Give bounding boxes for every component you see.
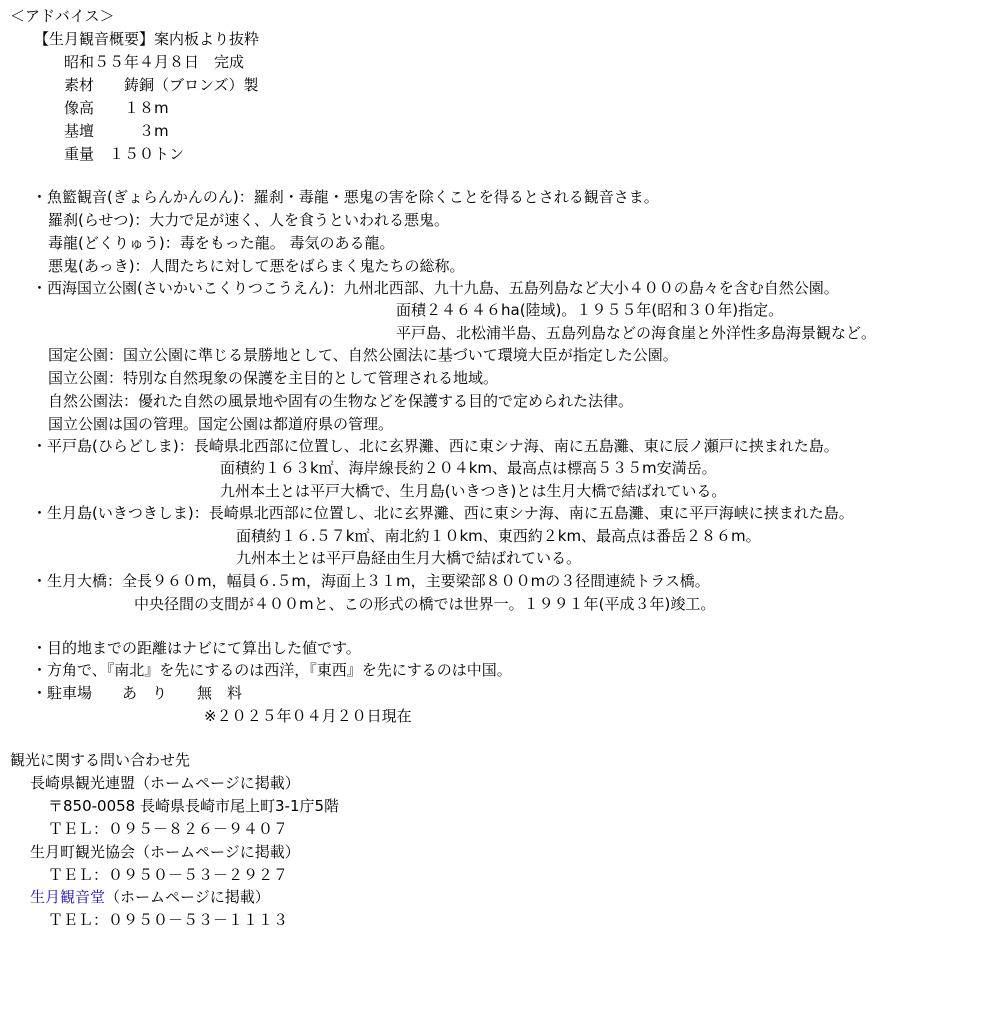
note-ikitsuki-area: 面積約１６.５７k㎡、南北約１０km、東西約２km、最高点は番岳２８６m。 (236, 527, 761, 545)
material-line: 素材 鋳銅（ブロンズ）製 (64, 76, 259, 94)
org3-row (30, 887, 270, 907)
info-parking: ・駐車場 あ り 無 料 (32, 684, 243, 702)
note-ikitsuki-bridge: 九州本土とは平戸島経由生月大橋で結ばれている。 (236, 549, 582, 567)
note-hirado-area: 面積約１６３k㎡、海岸線長約２０４km、最高点は標高５３５m安満岳。 (220, 459, 717, 477)
note-national-park: 国立公園：特別な自然現象の保護を主目的として管理される地域。 (48, 369, 499, 387)
note-akki: 悪鬼(あっき)：人間たちに対して悪をばらまく鬼たちの総称。 (48, 257, 465, 275)
info-as-of-date: ※２０２５年０４月２０日現在 (204, 707, 412, 725)
note-natural-parks-act: 自然公園法：優れた自然の風景地や固有の生物などを保護する目的で定められた法律。 (48, 392, 634, 410)
advice-heading: ＜アドバイス＞ (10, 7, 115, 25)
org3-tel: ＴＥＬ：０９５０－５３－１１１３ (48, 911, 289, 929)
note-ikitsuki-ohashi: ・生月大橋：全長９６０m，幅員６.５m，海面上３１m，主要梁部８００mの３径間連続トラス橋。 (32, 572, 710, 590)
note-ikitsuki-island: ・生月島(いきつきしま)：長崎県北西部に位置し、北に玄界灘、西に東シナ海、南に五島灘、東に平戸海峡に挟まれた島。 (32, 504, 854, 522)
note-ikitsuki-ohashi-span: 中央径間の支間が４００mと、この形式の橋では世界一。１９９１年(平成３年)竣工。 (134, 595, 716, 613)
contacts-heading: 観光に関する問い合わせ先 (10, 751, 191, 769)
note-hirado-island: ・平戸島(ひらどしま)：長崎県北西部に位置し、北に玄界灘、西に東シナ海、南に五島灘、東に辰ノ瀬戸に挟まれた島。 (32, 437, 839, 455)
info-directions: ・方角で、『南北』を先にするのは西洋，『東西』を先にするのは中国。 (32, 661, 512, 679)
base-line: 基壇 ３m (64, 122, 169, 140)
org2-name: 生月町観光協会（ホームページに掲載） (30, 843, 300, 861)
note-saikai-area: 面積２４６４６ha(陸域)。１９５５年(昭和３０年)指定。 (396, 301, 784, 319)
org3-suffix: （ホームページに掲載） (105, 888, 270, 906)
note-rasetsu: 羅刹(らせつ)：大力で足が速く、人を食うといわれる悪鬼。 (48, 211, 449, 229)
height-line: 像高 １８m (64, 99, 169, 117)
org1-name: 長崎県観光連盟（ホームページに掲載） (30, 774, 300, 792)
org1-address: 〒850-0058 長崎県長崎市尾上町3-1庁5階 (48, 797, 340, 815)
note-hirado-bridges: 九州本土とは平戸大橋で、生月島(いきつき)とは生月大橋で結ばれている。 (220, 482, 727, 500)
note-gyoran-kannon: ・魚籃観音(ぎょらんかんのん)：羅刹・毒龍・悪鬼の害を除くことを得るとされる観音さま。 (32, 188, 659, 206)
note-saikai-park: ・西海国立公園(さいかいこくりつこうえん)：九州北西部、九十九島、五島列島など大小４００の島々を含む自然公園。 (32, 279, 839, 297)
org1-tel: ＴＥＬ：０９５－８２６－９４０７ (48, 820, 289, 838)
completion-date: 昭和５５年４月８日 完成 (64, 53, 245, 71)
weight-line: 重量 １５０トン (64, 145, 185, 163)
note-quasi-national-park: 国定公園：国立公園に準じる景勝地として、自然公園法に基づいて環境大臣が指定した公園。 (48, 346, 678, 364)
summary-title: 【生月観音概要】案内板より抜粋 (34, 30, 260, 48)
ikitsuki-kannon-link[interactable]: 生月観音堂 (30, 888, 106, 906)
note-dokuryu: 毒龍(どくりゅう)：毒をもった龍。 毒気のある龍。 (48, 234, 395, 252)
note-park-management: 国立公園は国の管理。国定公園は都道府県の管理。 (48, 415, 394, 433)
note-saikai-scenery: 平戸島、北松浦半島、五島列島などの海食崖と外洋性多島海景観など。 (396, 324, 877, 342)
info-distance: ・目的地までの距離はナビにて算出した値です。 (32, 639, 361, 657)
org2-tel: ＴＥＬ：０９５０－５３－２９２７ (48, 866, 289, 884)
